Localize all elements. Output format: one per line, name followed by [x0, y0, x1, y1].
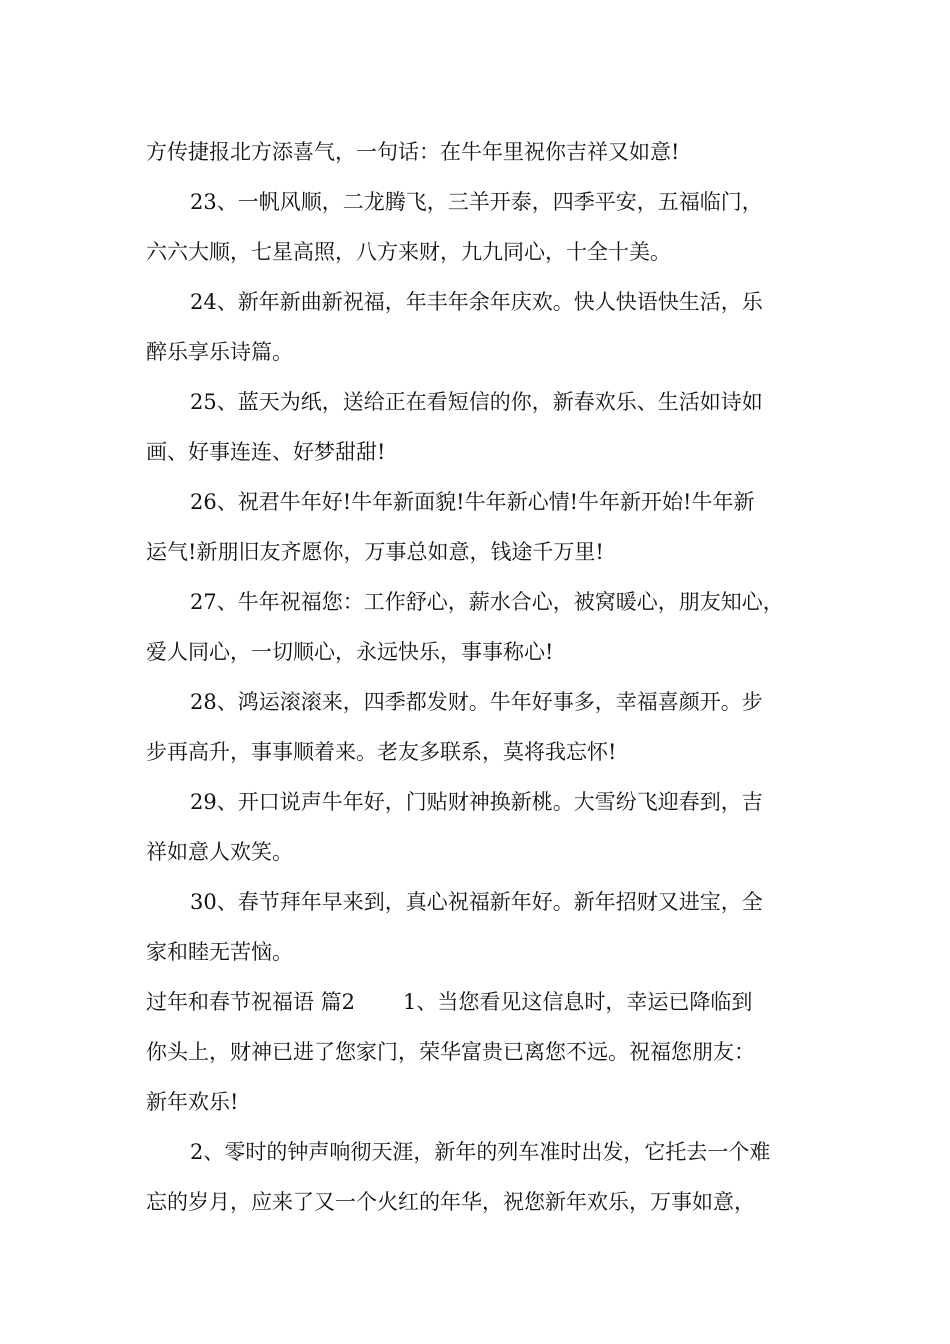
text-line: 新年欢乐! — [146, 1090, 239, 1114]
text-line: 步再高升，事事顺着来。老友多联系，莫将我忘怀! — [146, 740, 617, 764]
text-line: 家和睦无苦恼。 — [146, 940, 293, 964]
text-line: 24、新年新曲新祝福，年丰年余年庆欢。快人快语快生活，乐 — [190, 290, 763, 314]
text-line: 2、零时的钟声响彻天涯，新年的列车准时出发，它托去一个难 — [190, 1140, 771, 1164]
text-line: 六六大顺，七星高照，八方来财，九九同心，十全十美。 — [146, 240, 671, 264]
text-line: 25、蓝天为纸，送给正在看短信的你，新春欢乐、生活如诗如 — [190, 390, 763, 414]
section-first-text: 1、当您看见这信息时，幸运已降临到 — [403, 990, 753, 1014]
text-line: 26、祝君牛年好!牛年新面貌!牛年新心情!牛年新开始!牛年新 — [190, 490, 755, 514]
text-line: 醉乐享乐诗篇。 — [146, 340, 293, 364]
text-line: 爱人同心，一切顺心，永远快乐，事事称心! — [146, 640, 554, 664]
section-heading-line — [146, 977, 811, 1027]
text-line: 运气!新朋旧友齐愿你，万事总如意，钱途千万里! — [146, 540, 604, 564]
text-line: 29、开口说声牛年好，门贴财神换新桃。大雪纷飞迎春到，吉 — [190, 790, 763, 814]
text-line: 23、一帆风顺，二龙腾飞，三羊开泰，四季平安，五福临门， — [190, 190, 763, 214]
text-line: 忘的岁月，应来了又一个火红的年华，祝您新年欢乐，万事如意， — [146, 1190, 755, 1214]
text-line: 28、鸿运滚滚来，四季都发财。牛年好事多，幸福喜颜开。步 — [190, 690, 763, 714]
text-line: 画、好事连连、好梦甜甜! — [146, 440, 386, 464]
text-line: 你头上，财神已进了您家门，荣华富贵已离您不远。祝福您朋友： — [146, 1040, 755, 1064]
text-line: 27、牛年祝福您：工作舒心，薪水合心，被窝暖心，朋友知心， — [190, 590, 784, 614]
document-body — [146, 127, 811, 1227]
section-title: 过年和春节祝福语 篇2 — [146, 990, 356, 1014]
text-line: 30、春节拜年早来到，真心祝福新年好。新年招财又进宝，全 — [190, 890, 763, 914]
text-line: 祥如意人欢笑。 — [146, 840, 293, 864]
text-line: 方传捷报北方添喜气，一句话：在牛年里祝你吉祥又如意! — [146, 140, 680, 164]
